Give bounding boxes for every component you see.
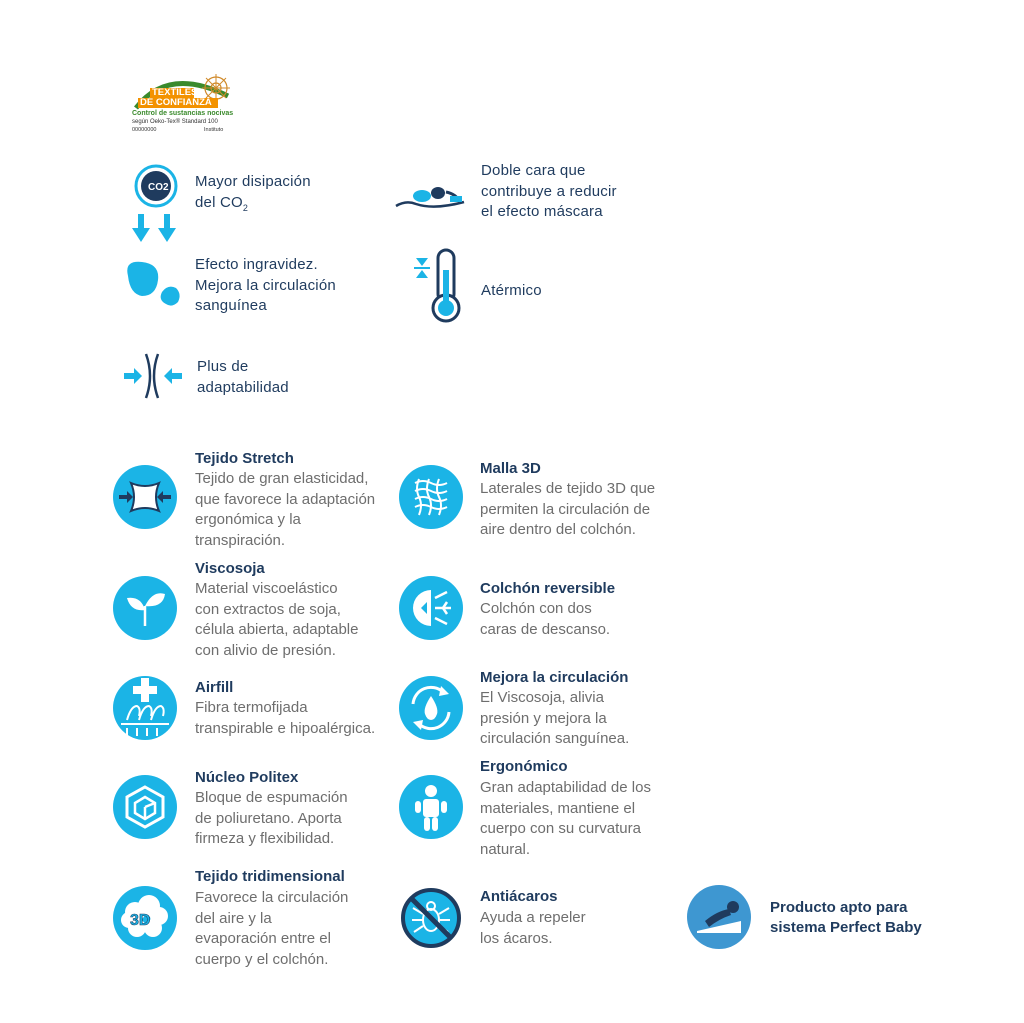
mesh-3d-icon [399,465,463,529]
circulation-title: Mejora la circulación [480,669,629,686]
double-face-icon [394,182,466,212]
mesh-desc: Laterales de tejido 3D que permiten la circulación de aire dentro del colchón. [480,480,656,538]
cloud-3d-label: 3D [130,912,151,929]
politex-title: Núcleo Politex [195,769,299,786]
logo-text-5: 00000000 [132,127,157,133]
logo-text-1: TEXTILES [152,87,198,98]
cloud-3d-icon [113,886,177,950]
antimite-title: Antiácaros [480,888,558,905]
logo-text-6: Instituto [204,127,224,133]
politex-desc: Bloque de espumación de poliuretano. Aporta firmeza y flexibilidad. [195,789,348,847]
ergonomic-title: Ergonómico [480,758,568,775]
body-icon [399,775,463,839]
antimite-desc: Ayuda a repeler los ácaros. [480,909,586,947]
leaf-icon [113,576,177,640]
oeko-tex-logo [128,66,248,146]
viscosoja-desc: Material viscoelástico con extractos de soja, célula abierta, adaptable con alivio de presión. [195,580,359,659]
tridimensional-desc: Favorece la circulación del aire y la evaporación entre el cuerpo y el colchón. [195,889,349,968]
co2-icon-label: CO2 [148,182,169,193]
reversible-title: Colchón reversible [480,580,616,597]
logo-text-4: según Oeko-Tex® Standard 100 [132,119,218,125]
perfect-baby-text: Producto apto para sistema Perfect Baby [770,899,922,936]
airfill-title: Airfill [195,679,234,696]
mesh-title: Malla 3D [480,460,541,477]
weightless-text: Efecto ingravidez. Mejora la circulación sanguínea [195,256,336,314]
anti-mite-icon [399,886,463,950]
adaptability-text: Plus de adaptabilidad [197,358,289,396]
thermometer-icon [412,248,468,324]
airfill-icon [113,676,177,740]
circulation-desc: El Viscosoja, alivia presión y mejora la circulación sanguínea. [480,689,630,747]
co2-feature-text: Mayor disipación del $CO_2$ [195,173,311,213]
weightless-icon [122,258,184,310]
stretch-fabric-icon [113,465,177,529]
double-face-text: Doble cara que contribuye a reducir el efecto máscara [481,162,617,220]
circulation-drop-icon [399,676,463,740]
adaptability-icon [124,352,184,400]
ergonomic-desc: Gran adaptabilidad de los materiales, mantiene el cuerpo con su curvatura natural. [480,779,651,858]
co2-icon [128,162,188,246]
sun-snow-icon [399,576,463,640]
tridimensional-title: Tejido tridimensional [195,868,345,885]
logo-text-3: Control de sustancias nocivas [132,110,234,117]
logo-text-2: DE CONFIANZA [140,97,212,108]
viscosoja-title: Viscosoja [195,560,265,577]
athermic-text: Atérmico [481,282,542,299]
stretch-desc: Tejido de gran elasticidad, que favorece la adaptación ergonómica y la transpiración. [195,470,376,549]
foam-block-icon [113,775,177,839]
stretch-title: Tejido Stretch [195,450,294,467]
perfect-baby-icon [687,885,751,949]
reversible-desc: Colchón con dos caras de descanso. [480,600,611,638]
airfill-desc: Fibra termofijada transpirable e hipoalérgica. [195,699,376,737]
